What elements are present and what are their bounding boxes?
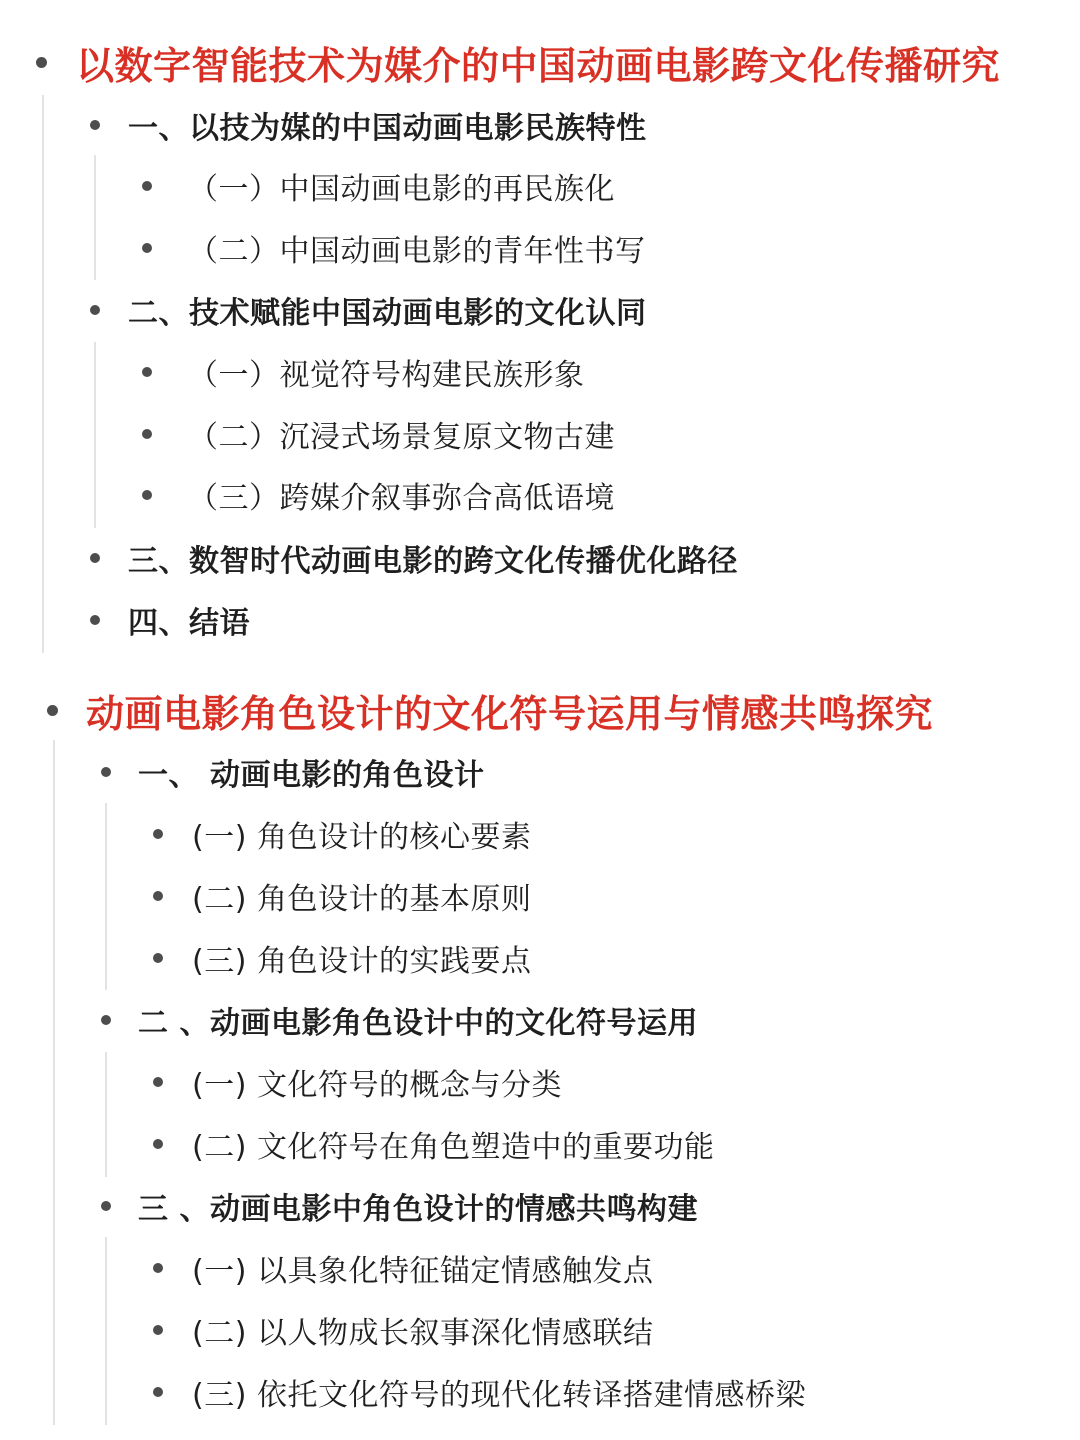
bullet-icon: [36, 57, 47, 68]
section-2-guide-line: [53, 740, 55, 1425]
bullet-icon: [90, 553, 100, 563]
subsection-title: (二) 以人物成长叙事深化情感联结: [192, 1316, 654, 1351]
bullet-icon: [101, 767, 111, 777]
chapter-title: 一、 动画电影的角色设计: [138, 758, 485, 793]
subsection-title: (二) 角色设计的基本原则: [192, 882, 532, 917]
bullet-icon: [153, 1139, 163, 1149]
section-1-guide-line: [42, 95, 44, 653]
subsection-title: (三) 依托文化符号的现代化转译搭建情感桥梁: [192, 1378, 806, 1413]
chapter-title: 一、以技为媒的中国动画电影民族特性: [128, 111, 647, 146]
bullet-icon: [90, 305, 100, 315]
section-title: 动画电影角色设计的文化符号运用与情感共鸣探究: [86, 691, 934, 736]
subsection-title: （二）中国动画电影的青年性书写: [188, 234, 646, 269]
chapter-1-2-guide-line: [94, 342, 96, 528]
chapter-title: 三 、动画电影中角色设计的情感共鸣构建: [138, 1192, 698, 1227]
subsection-title: (一) 角色设计的核心要素: [192, 820, 532, 855]
bullet-icon: [101, 1201, 111, 1211]
chapter-2-3-guide-line: [105, 1237, 107, 1425]
bullet-icon: [153, 829, 163, 839]
chapter-title: 三、数智时代动画电影的跨文化传播优化路径: [128, 544, 738, 579]
bullet-icon: [47, 705, 58, 716]
chapter-title: 二 、动画电影角色设计中的文化符号运用: [138, 1006, 698, 1041]
bullet-icon: [153, 1263, 163, 1273]
bullet-icon: [153, 1387, 163, 1397]
bullet-icon: [90, 615, 100, 625]
subsection-title: (三) 角色设计的实践要点: [192, 944, 532, 979]
bullet-icon: [153, 1077, 163, 1087]
subsection-title: (一) 以具象化特征锚定情感触发点: [192, 1254, 654, 1289]
bullet-icon: [142, 490, 152, 500]
subsection-title: (二) 文化符号在角色塑造中的重要功能: [192, 1130, 715, 1165]
bullet-icon: [142, 367, 152, 377]
bullet-icon: [142, 181, 152, 191]
chapter-1-1-guide-line: [94, 155, 96, 280]
subsection-title: （一）中国动画电影的再民族化: [188, 172, 615, 207]
subsection-title: （二）沉浸式场景复原文物古建: [188, 420, 615, 455]
subsection-title: （一）视觉符号构建民族形象: [188, 358, 585, 393]
bullet-icon: [153, 1325, 163, 1335]
section-title: 以数字智能技术为媒介的中国动画电影跨文化传播研究: [76, 43, 1001, 88]
bullet-icon: [153, 953, 163, 963]
bullet-icon: [142, 243, 152, 253]
bullet-icon: [90, 120, 100, 130]
bullet-icon: [101, 1015, 111, 1025]
subsection-title: （三）跨媒介叙事弥合高低语境: [188, 481, 615, 516]
chapter-title: 四、结语: [128, 606, 250, 641]
chapter-2-2-guide-line: [105, 1052, 107, 1177]
subsection-title: (一) 文化符号的概念与分类: [192, 1068, 562, 1103]
bullet-icon: [153, 891, 163, 901]
chapter-title: 二、技术赋能中国动画电影的文化认同: [128, 296, 647, 331]
bullet-icon: [142, 429, 152, 439]
chapter-2-1-guide-line: [105, 803, 107, 990]
